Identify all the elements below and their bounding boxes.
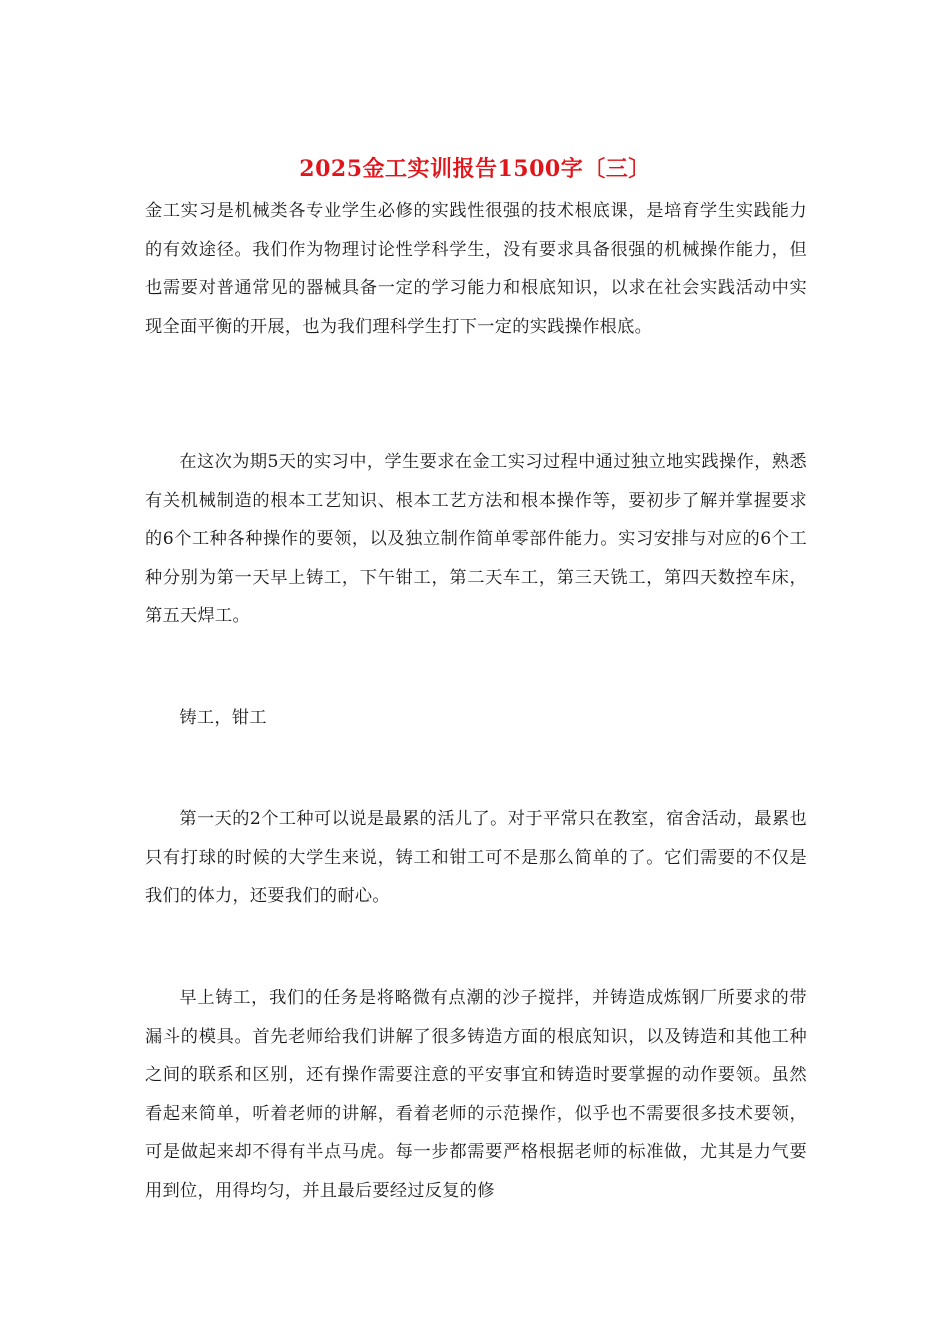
paragraph-internship-overview: 在这次为期5天的实习中，学生要求在金工实习过程中通过独立地实践操作，熟悉有关机械制造的根本工艺知识、根本工艺方法和根本操作等，要初步了解并掌握要求的6个工种各种操作的要领，以及独立制作简单零部件能力。实习安排与对应的6个工种分别为第一天早上铸工，下午钳工，第二天车工，第三天铣工，第四天数控车床，第五天焊工。: [145, 452, 807, 626]
section-heading-casting-fitting: 铸工，钳工: [179, 708, 267, 728]
paragraph-casting: 早上铸工，我们的任务是将略微有点潮的沙子搅拌，并铸造成炼钢厂所要求的带漏斗的模具。首先老师给我们讲解了很多铸造方面的根底知识，以及铸造和其他工种之间的联系和区别，还有操作需要注意的平安事宜和铸造时要掌握的动作要领。虽然看起来简单，听着老师的讲解，看着老师的示范操作，似乎也不需要很多技术要领，可是做起来却不得有半点马虎。每一步都需要严格根据老师的标准做，尤其是力气要用到位，用得均匀，并且最后要经过反复的修: [145, 988, 807, 1201]
document-title: 2025金工实训报告1500字〔三〕: [299, 156, 651, 182]
paragraph-first-day: 第一天的2个工种可以说是最累的活儿了。对于平常只在教室，宿舍活动，最累也只有打球的时候的大学生来说，铸工和钳工可不是那么简单的了。它们需要的不仅是我们的体力，还要我们的耐心。: [145, 809, 807, 906]
paragraph-intro: 金工实习是机械类各专业学生必修的实践性很强的技术根底课，是培育学生实践能力的有效途径。我们作为物理讨论性学科学生，没有要求具备很强的机械操作能力，但也需要对普通常见的器械具备一定的学习能力和根底知识，以求在社会实践活动中实现全面平衡的开展，也为我们理科学生打下一定的实践操作根底。: [145, 201, 807, 337]
